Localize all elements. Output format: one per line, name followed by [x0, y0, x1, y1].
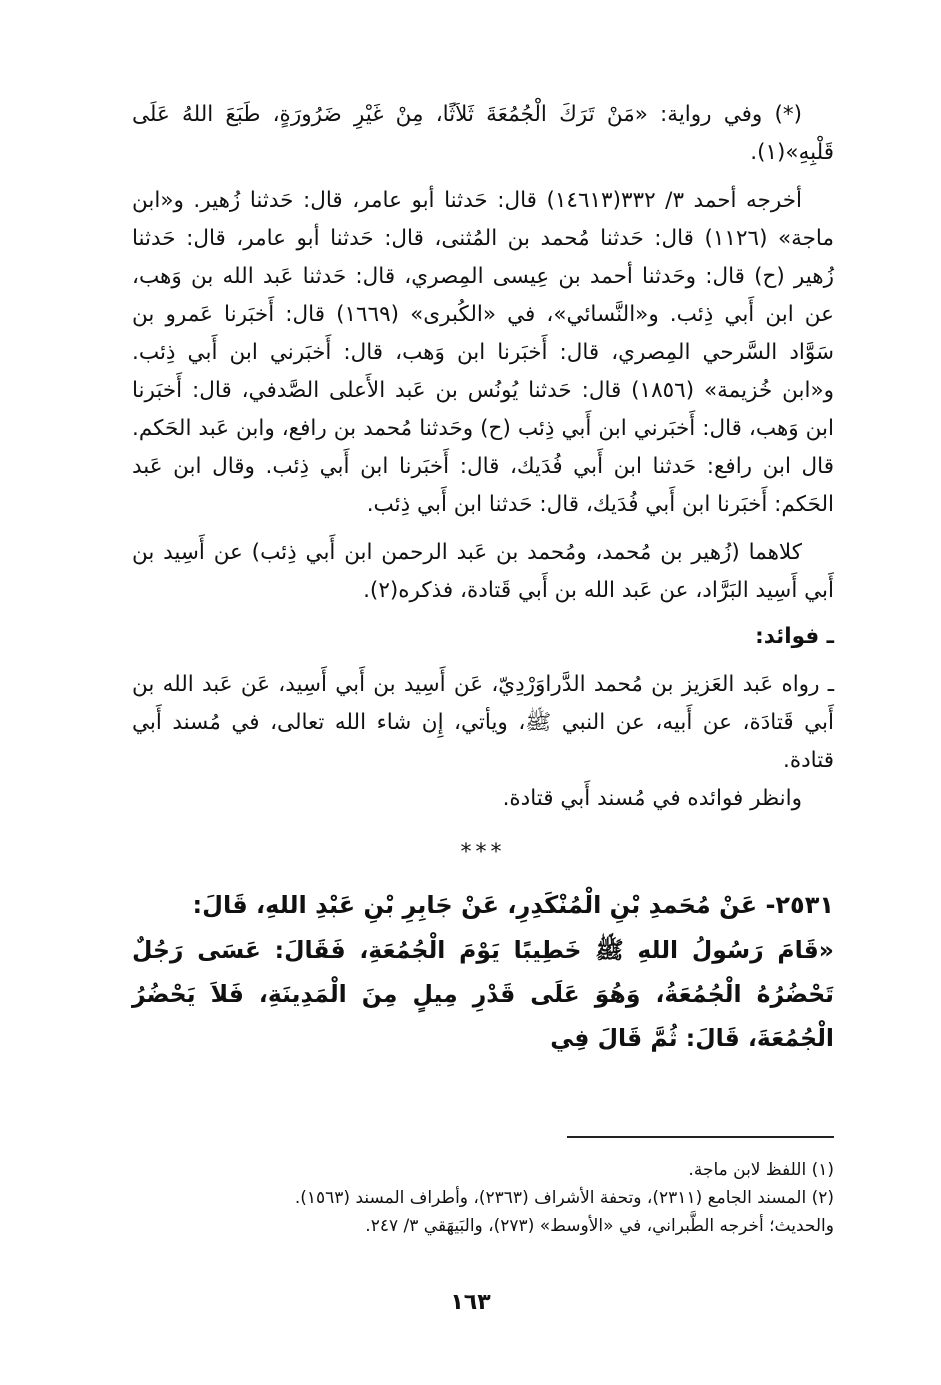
- page-number: ١٦٣: [450, 1290, 491, 1315]
- isnad-summary: كلاهما (زُهير بن مُحمد، ومُحمد بن عَبد الرحمن ابن أَبي ذِئب) عن أَسِيد بن أَبي أَسِيد البَرَّاد، عن عَبد الله بن أَبي قَتادة، فذكره(٢).: [132, 540, 834, 603]
- section-separator: ***: [460, 840, 506, 865]
- main-text: [132, 96, 834, 1060]
- hadith-text: «قَامَ رَسُولُ اللهِ ﷺ خَطِيبًا يَوْمَ الْجُمُعَةِ، فَقَالَ: عَسَى رَجُلٌ تَحْضُرُهُ الْجُمُعَةُ، وَهُوَ عَلَى قَدْرِ مِيلٍ مِنَ الْمَدِينَةِ، فَلاَ يَحْضُرُ الْجُمُعَةَ، قَالَ: ثُمَّ قَالَ فِي: [132, 936, 834, 1052]
- footnote-divider: [567, 1136, 834, 1138]
- hadith-heading: ٢٥٣١- عَنْ مُحَمدِ بْنِ الْمُنْكَدِرِ، عَنْ جَابِرِ بْنِ عَبْدِ اللهِ، قَالَ:: [192, 891, 834, 919]
- fawaid-item-1: ـ رواه عَبد العَزيز بن مُحمد الدَّراوَرْدِيّ، عَن أَسِيد بن أَبي أَسِيد، عَن عَبد الله بن أَبي قَتادَة، عن أَبيه، عن النبي ﷺ، ويأتي، إِن شاء الله تعالى، في مُسند أَبي قتادة.: [132, 672, 834, 773]
- footnote-2: (٢) المسند الجامع (٢٣١١)، وتحفة الأشراف (٢٣٦٣)، وأطراف المسند (١٥٦٣).: [294, 1188, 834, 1208]
- takhrij-paragraph: أخرجه أحمد ٣/ ٣٣٢(١٤٦١٣) قال: حَدثنا أبو عامر، قال: حَدثنا زُهير. و«ابن ماجة» (١١٢٦) قال: حَدثنا مُحمد بن المُثنى، قال: حَدثنا أبو عامر، قال: حَدثنا زُهير (ح) قال: وحَدثنا أحمد بن عِيسى المِصري، قال: حَدثنا عَبد الله بن وَهب، عن ابن أَبي ذِئب. و«النَّسائي»، في «الكُبرى» (١٦٦٩) قال: أَخبَرنا عَمرو بن سَوَّاد السَّرحي المِصري، قال: أَخبَرنا ابن وَهب، قال: أَخبَرني ابن أَبي ذِئب. و«ابن خُزيمة» (١٨٥٦) قال: حَدثنا يُونُس بن عَبد الأَعلى الصَّدفي، قال: أَخبَرنا ابن وَهب، قال: أَخبَرني ابن أَبي ذِئب (ح) وحَدثنا مُحمد بن رافع، وابن عَبد الحَكم. قال ابن رافع: حَدثنا ابن أَبي فُدَيك، قال: أَخبَرنا ابن أَبي ذِئب. وقال ابن عَبد الحَكم: أَخبَرنا ابن أَبي فُدَيك، قال: حَدثنا ابن أَبي ذِئب.: [132, 188, 834, 517]
- footnotes: [132, 1156, 834, 1240]
- variant-narration: (*) وفي رواية: «مَنْ تَرَكَ الْجُمُعَةَ ثَلاَثًا، مِنْ غَيْرِ ضَرُورَةٍ، طَبَعَ اللهُ عَلَى قَلْبِهِ»(١).: [132, 102, 834, 165]
- fawaid-heading: ـ فوائد:: [755, 624, 834, 649]
- footnote-1: (١) اللفظ لابن ماجة.: [688, 1160, 834, 1180]
- footnote-2-continued: والحديث؛ أخرجه الطَّبراني، في «الأوسط» (٢٧٣)، والبَيهَقي ٣/ ٢٤٧.: [365, 1216, 834, 1236]
- fawaid-item-2: وانظر فوائده في مُسند أَبي قتادة.: [502, 786, 802, 811]
